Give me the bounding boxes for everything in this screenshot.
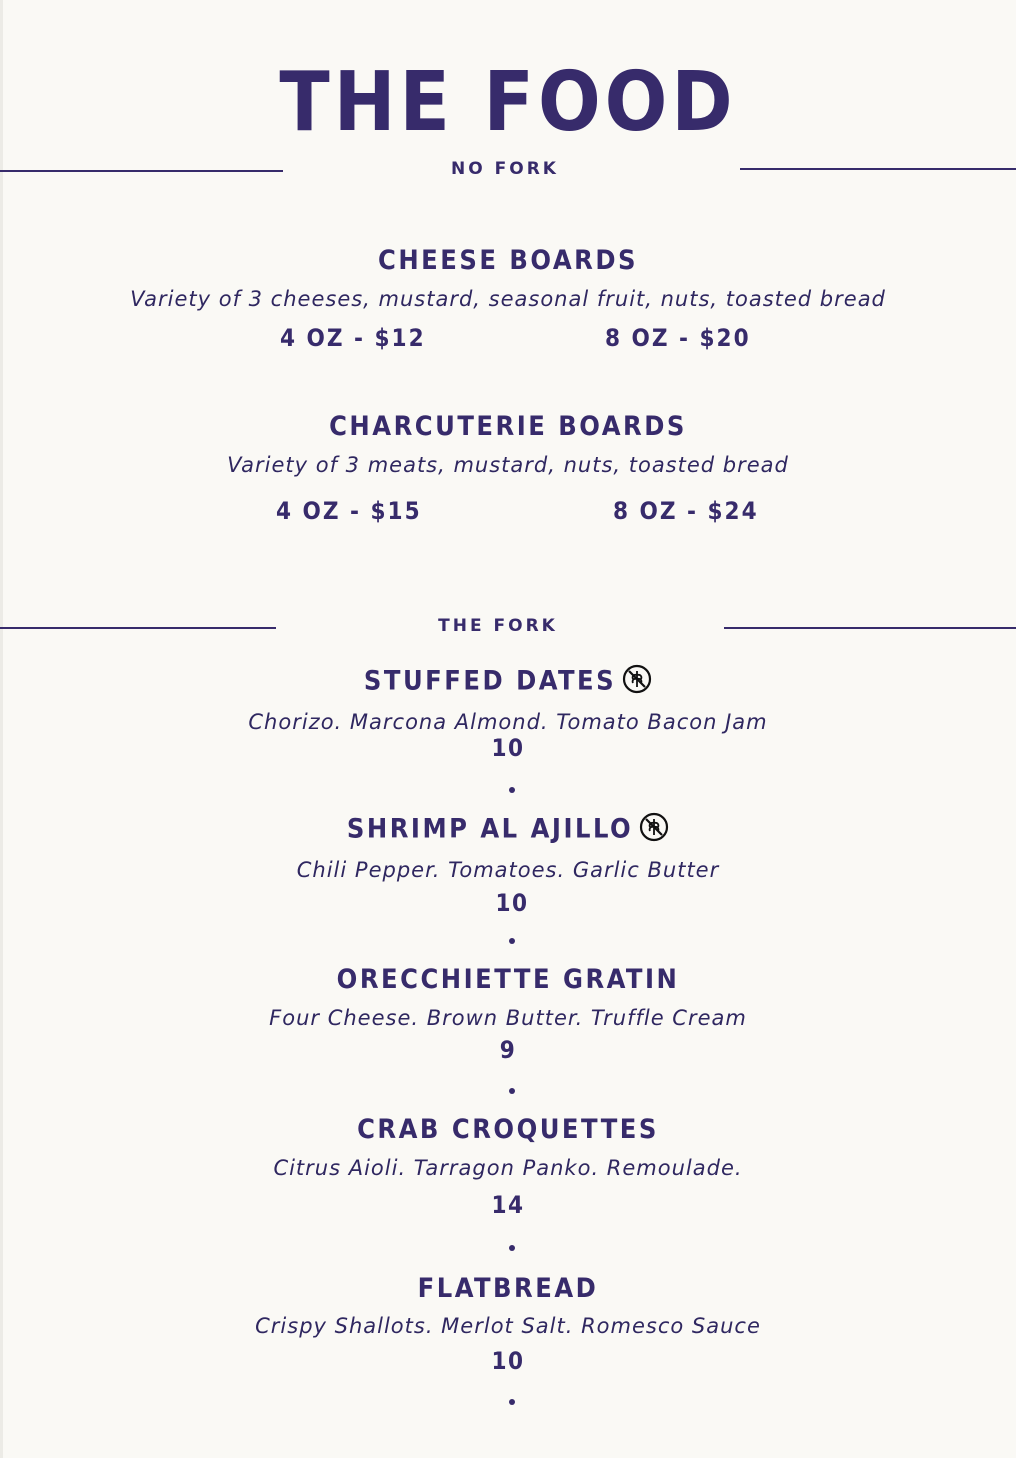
menu-title: THE FOOD (279, 55, 737, 150)
price-small: 4 OZ - $15 (276, 497, 422, 525)
section-label-no-fork: NO FORK (451, 159, 559, 179)
menu-item-name (0, 815, 1016, 845)
menu-item-price: 14 (491, 1191, 525, 1219)
menu-item-description: Crispy Shallots. Merlot Salt. Romesco Sauce (255, 1314, 761, 1338)
menu-item-name: CRAB CROQUETTES (357, 1114, 659, 1145)
board-title: CHEESE BOARDS (378, 245, 638, 276)
menu-item-description: Four Cheese. Brown Butter. Truffle Cream (269, 1006, 747, 1030)
menu-item-price: 10 (495, 889, 529, 917)
menu-item-name: ORECCHIETTE GRATIN (336, 964, 680, 995)
menu-item-name (0, 667, 1016, 697)
menu-item-description: Chili Pepper. Tomatoes. Garlic Butter (296, 858, 720, 882)
separator-dot (509, 1245, 515, 1251)
menu-item-name: FLATBREAD (417, 1273, 599, 1304)
price-small: 4 OZ - $12 (280, 324, 426, 352)
board-description: Variety of 3 meats, mustard, nuts, toasted bread (227, 453, 789, 477)
menu-item-price: 10 (491, 734, 525, 762)
menu-item-price: 10 (491, 1347, 525, 1375)
board-title: CHARCUTERIE BOARDS (329, 411, 687, 442)
section-label-fork: THE FORK (438, 616, 558, 636)
separator-dot (509, 787, 515, 793)
separator-dot (509, 1088, 515, 1094)
price-large: 8 OZ - $20 (605, 324, 751, 352)
menu-item-description: Chorizo. Marcona Almond. Tomato Bacon Jam (248, 710, 768, 734)
board-description: Variety of 3 cheeses, mustard, seasonal fruit, nuts, toasted bread (130, 287, 886, 311)
item-name-text: SHRIMP AL AJILLO (346, 813, 634, 845)
price-large: 8 OZ - $24 (613, 497, 759, 525)
separator-dot (509, 1399, 515, 1405)
menu-item-description: Citrus Aioli. Tarragon Panko. Remoulade. (273, 1156, 743, 1180)
gluten-free-icon (639, 812, 669, 842)
gluten-free-icon (622, 664, 652, 694)
item-name-text: STUFFED DATES (363, 665, 617, 697)
separator-dot (509, 938, 515, 944)
menu-item-price: 9 (499, 1036, 517, 1064)
